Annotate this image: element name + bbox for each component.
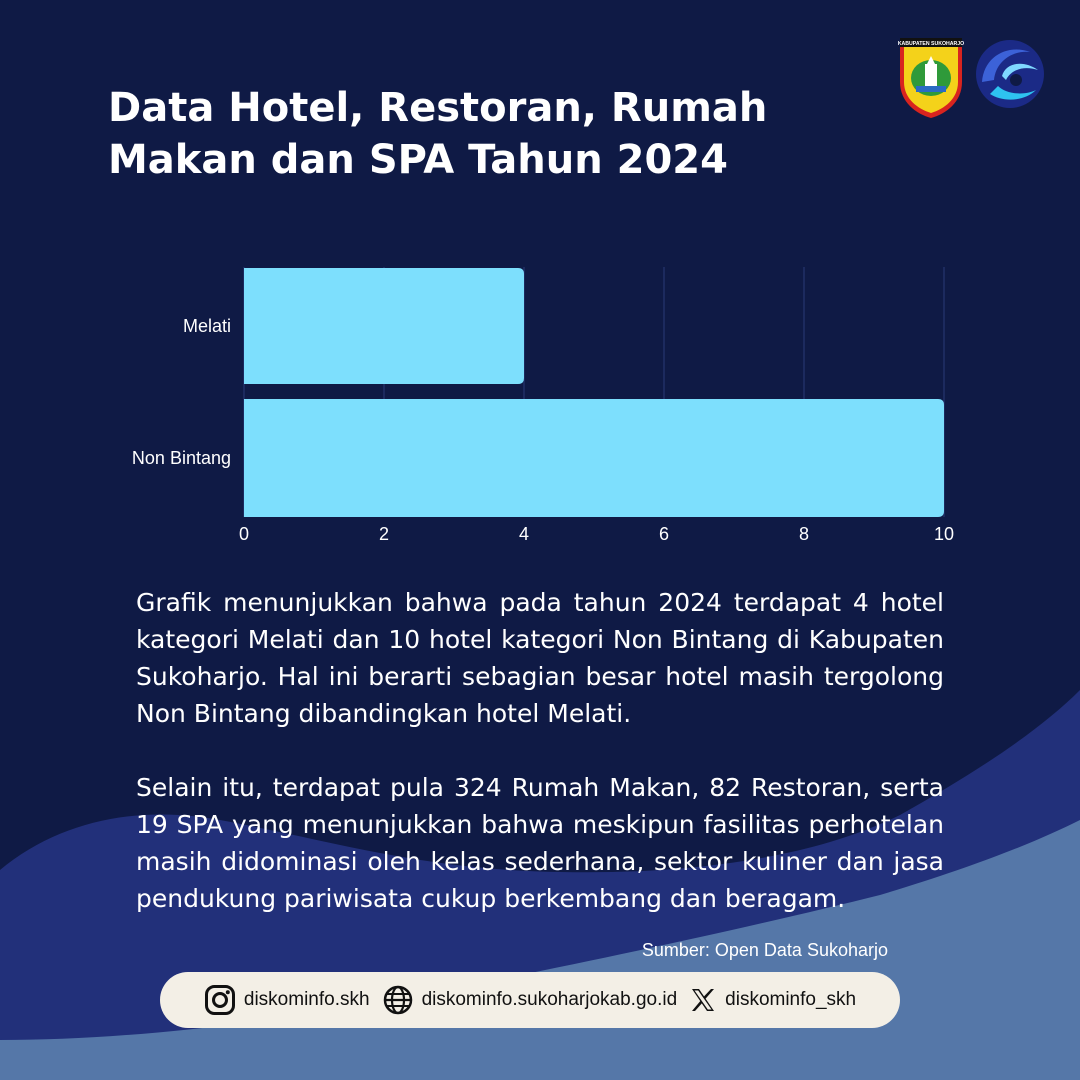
page-title: Data Hotel, Restoran, Rumah Makan dan SPA Tahun 2024 [108,85,768,183]
bar-chart [100,250,980,550]
description [136,584,944,954]
social-footer [160,972,900,1028]
x-handle: diskominfo_skh [725,989,857,1010]
x-icon [689,986,717,1014]
logos [898,36,1048,120]
instagram-handle: diskominfo.skh [243,989,370,1010]
globe-icon [382,984,414,1016]
category-labels [132,316,231,468]
description-paragraph-1: Grafik menunjukkan bahwa pada tahun 2024 terdapat 4 hotel kategori Melati dan 10 hotel kategori Non Bintang di Kabupaten Sukoharjo. Hal ini berarti sebagian besar hotel masih tergolong Non Bintang dibandingkan hotel Melati. [136,588,944,728]
description-paragraph-2: Selain itu, terdapat pula 324 Rumah Makan, 82 Restoran, serta 19 SPA yang menunjukkan bahwa meskipun fasilitas perhotelan masih didominasi oleh kelas sederhana, sektor kuliner dan jasa pendukung pariwisata cukup berkembang dan beragam. [136,773,944,913]
source-text: Sumber: Open Data Sukoharjo [641,940,888,960]
bar-melati [244,268,524,384]
x-tick-label: 6 [658,524,670,544]
x-tick-label: 2 [378,524,390,544]
x-tick-label: 0 [238,524,250,544]
instagram-icon [204,984,236,1016]
bar-non-bintang [244,399,944,517]
website-link[interactable] [382,984,678,1016]
regency-logo [898,38,964,118]
bars [244,268,944,517]
ministry-logo [976,40,1044,108]
svg-text:KABUPATEN SUKOHARJO: KABUPATEN SUKOHARJO [898,41,965,47]
category-label: Non Bintang [131,448,231,468]
x-tick-label: 4 [518,524,530,544]
x-link[interactable] [689,986,856,1014]
x-tick-label: 8 [798,524,810,544]
website-url: diskominfo.sukoharjokab.go.id [421,989,678,1010]
instagram-link[interactable] [204,984,370,1016]
category-label: Melati [182,316,231,336]
x-tick-label: 10 [933,524,955,544]
x-tick-labels [239,524,954,544]
